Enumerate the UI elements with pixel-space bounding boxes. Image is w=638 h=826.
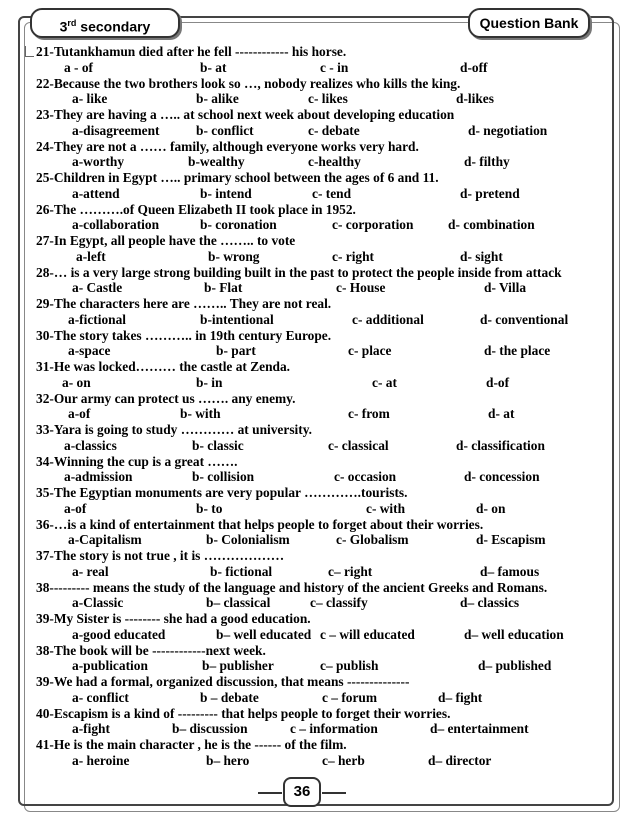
answer-option: d-off	[460, 59, 488, 75]
question-bank-tag: Question Bank	[468, 8, 590, 38]
question-text: 31-He was locked……… the castle at Zenda.	[36, 359, 291, 374]
answer-option: a- on	[62, 374, 91, 390]
answer-option: b- conflict	[196, 122, 254, 138]
question-text: 32-Our army can protect us ……. any enemy.	[36, 390, 296, 406]
answer-option: b- classic	[192, 437, 244, 453]
answer-option: b-wealthy	[188, 154, 245, 170]
question-text: 23-They are having a ….. at school next week about developing education	[36, 107, 455, 122]
answer-option: a-disagreement	[72, 122, 160, 138]
answer-option: c– classify	[310, 595, 368, 611]
answer-option: c- likes	[308, 91, 348, 107]
grade-tag: 3rd secondary	[30, 8, 180, 38]
answer-options-row	[36, 249, 606, 265]
answer-option: b- coronation	[200, 217, 277, 233]
answer-option: d-of	[486, 374, 510, 390]
question-text: 27-In Egypt, all people have the …….. to vote	[36, 233, 296, 248]
question-text: 33-Yara is going to study ………… at university.	[36, 422, 313, 437]
answer-option: c-healthy	[308, 154, 361, 170]
answer-option: b- alike	[196, 91, 239, 107]
answer-option: a-fight	[72, 721, 110, 737]
answer-option: d– fight	[438, 689, 483, 705]
answer-option: c– right	[328, 563, 373, 579]
question-text: 41-He is the main character , he is the ------ of the film.	[36, 737, 347, 752]
answer-option: d- filthy	[464, 154, 510, 170]
answer-option: c- House	[336, 280, 386, 296]
answer-option: c– herb	[322, 752, 365, 768]
answer-options-row	[36, 690, 606, 706]
answer-options-row	[36, 753, 606, 769]
question-text: 30-The story takes ……….. in 19th century Europe.	[36, 327, 332, 343]
answer-option: c– publish	[320, 658, 379, 674]
answer-options-row	[36, 343, 606, 359]
answer-option: c- occasion	[334, 469, 397, 485]
answer-option: a-publication	[72, 658, 148, 674]
answer-option: c – information	[290, 721, 378, 737]
answer-option: c- from	[348, 406, 390, 422]
answer-option: b- part	[216, 343, 256, 359]
answer-option: b- Colonialism	[206, 532, 290, 548]
answer-option: a-space	[68, 343, 111, 359]
answer-options-row	[36, 123, 606, 139]
question-text: 28-… is a very large strong building built in the past to protect the people inside from attack	[36, 264, 562, 280]
answer-options-row	[36, 154, 606, 170]
answer-option: c- with	[366, 500, 406, 516]
answer-option: d- Villa	[484, 280, 527, 296]
answer-option: c - in	[320, 59, 349, 75]
question-text: 24-They are not a …… family, although everyone works very hard.	[36, 138, 419, 154]
answer-option: c- classical	[328, 437, 389, 453]
answer-option: d-likes	[456, 91, 494, 107]
answer-option: a-attend	[72, 185, 120, 201]
answer-option: a-Capitalism	[68, 532, 142, 548]
answer-option: c- right	[332, 248, 375, 264]
question-text: 34-Winning the cup is a great …….	[36, 453, 238, 469]
question-text: 26-The ……….of Queen Elizabeth II took place in 1952.	[36, 201, 356, 217]
question-text: 35-The Egyptian monuments are very popular ………….tourists.	[36, 485, 408, 500]
question-text: 38--------- means the study of the language and history of the ancient Greeks and Romans.	[36, 579, 548, 595]
answer-option: b– discussion	[172, 721, 248, 737]
answer-option: b– hero	[206, 752, 250, 768]
question-text: 25-Children in Egypt ….. primary school between the ages of 6 and 11.	[36, 170, 439, 185]
answer-option: a- Castle	[72, 280, 123, 296]
answer-option: a- real	[72, 563, 109, 579]
answer-options-row	[36, 721, 606, 737]
answer-option: b– well educated	[216, 626, 312, 642]
answer-option: c- Globalism	[336, 532, 409, 548]
answer-options-row	[36, 312, 606, 328]
answer-option: c- additional	[352, 311, 424, 327]
answer-options-row	[36, 91, 606, 107]
answer-options-row	[36, 186, 606, 202]
answer-option: d- at	[488, 406, 515, 422]
question-list	[36, 44, 606, 769]
answer-option: a-of	[64, 500, 87, 516]
page-number-wing-right	[322, 792, 346, 794]
answer-options-row	[36, 375, 606, 391]
answer-option: c- at	[372, 374, 397, 390]
answer-option: a- like	[72, 91, 108, 107]
answer-option: d- combination	[448, 217, 535, 233]
answer-options-row	[36, 280, 606, 296]
answer-options-row	[36, 658, 606, 674]
question-text: 21-Tutankhamun died after he fell ------------ his horse.	[36, 44, 347, 59]
answer-option: b- Flat	[204, 280, 243, 296]
question-text: 39-My Sister is -------- she had a good education.	[36, 611, 311, 626]
answer-option: d- on	[476, 500, 506, 516]
answer-option: b- to	[196, 500, 223, 516]
answer-option: d- sight	[460, 248, 503, 264]
answer-options-row	[36, 564, 606, 580]
question-text: 22-Because the two brothers look so …, nobody realizes who kills the king.	[36, 75, 461, 91]
answer-options-row	[36, 60, 606, 76]
answer-option: a-good educated	[72, 626, 166, 642]
answer-option: b- intend	[200, 185, 252, 201]
answer-options-row	[36, 217, 606, 233]
answer-option: a-left	[76, 248, 106, 264]
answer-options-row	[36, 595, 606, 611]
answer-option: d- Escapism	[476, 532, 546, 548]
answer-options-row	[36, 532, 606, 548]
answer-option: b- with	[180, 406, 221, 422]
answer-option: a- conflict	[72, 689, 129, 705]
frame-corner-mark	[25, 46, 34, 57]
answer-option: b- collision	[192, 469, 255, 485]
question-text: 39-We had a formal, organized discussion, that means --------------	[36, 674, 410, 689]
answer-option: c- tend	[312, 185, 352, 201]
answer-option: a-collaboration	[72, 217, 160, 233]
answer-option: a-admission	[64, 469, 133, 485]
answer-option: a-classics	[64, 437, 117, 453]
answer-option: d– entertainment	[430, 721, 529, 737]
answer-option: b- at	[200, 59, 227, 75]
answer-option: b – debate	[200, 689, 259, 705]
answer-option: b– classical	[206, 595, 271, 611]
answer-option: d– classics	[460, 595, 520, 611]
answer-option: a- heroine	[72, 752, 130, 768]
answer-option: d- classification	[456, 437, 545, 453]
answer-option: d- conventional	[480, 311, 569, 327]
answer-option: b- wrong	[208, 248, 260, 264]
answer-option: a-worthy	[72, 154, 125, 170]
answer-option: d– published	[478, 658, 552, 674]
answer-option: b- fictional	[210, 563, 273, 579]
answer-option: c- place	[348, 343, 392, 359]
answer-option: d- the place	[484, 343, 551, 359]
answer-options-row	[36, 469, 606, 485]
answer-option: a - of	[64, 59, 94, 75]
answer-option: c- debate	[308, 122, 360, 138]
question-text: 38-The book will be ------------next week.	[36, 642, 266, 658]
answer-option: d- negotiation	[468, 122, 548, 138]
answer-option: d- concession	[464, 469, 540, 485]
answer-option: c – will educated	[320, 626, 415, 642]
answer-options-row	[36, 438, 606, 454]
page-number: 36	[283, 777, 321, 807]
question-text: 37-The story is not true , it is ………………	[36, 548, 285, 563]
page-number-wing-left	[258, 792, 282, 794]
question-text: 36-…is a kind of entertainment that helps people to forget about their worries.	[36, 516, 484, 532]
answer-option: a-fictional	[68, 311, 127, 327]
question-text: 40-Escapism is a kind of --------- that helps people to forget their worries.	[36, 705, 451, 721]
answer-option: c – forum	[322, 689, 378, 705]
answer-option: c- corporation	[332, 217, 414, 233]
answer-option: a-Classic	[72, 595, 124, 611]
question-text: 29-The characters here are …….. They are not real.	[36, 296, 332, 311]
answer-options-row	[36, 406, 606, 422]
answer-option: d– famous	[480, 563, 540, 579]
answer-option: b- in	[196, 374, 223, 390]
answer-option: a-of	[68, 406, 91, 422]
answer-option: d– director	[428, 752, 492, 768]
answer-option: b– publisher	[202, 658, 274, 674]
answer-option: d- pretend	[460, 185, 520, 201]
answer-options-row	[36, 627, 606, 643]
answer-option: b-intentional	[200, 311, 274, 327]
answer-options-row	[36, 501, 606, 517]
answer-option: d– well education	[464, 626, 564, 642]
